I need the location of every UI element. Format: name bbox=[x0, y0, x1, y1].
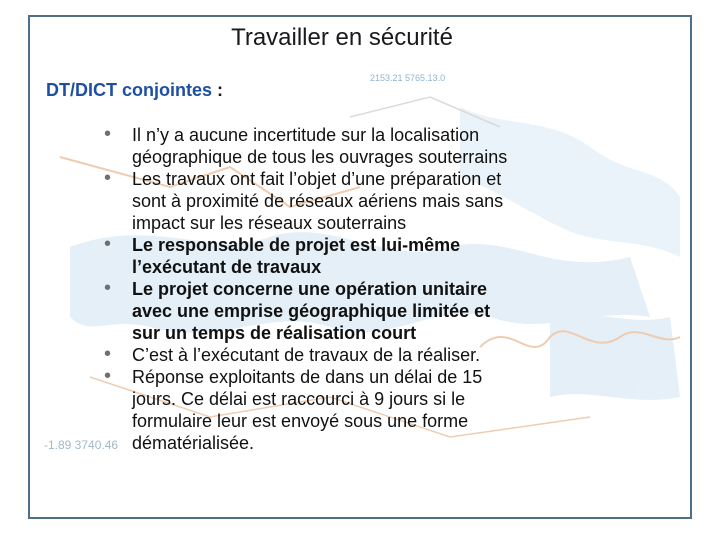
bullet-text: Le projet concerne une opération unitaire avec une emprise géographique limitée et sur un temps de réalisation court bbox=[132, 279, 491, 343]
section-heading bbox=[46, 80, 223, 101]
bullet-item bbox=[104, 124, 584, 168]
bullet-list bbox=[104, 124, 584, 454]
bullet-icon: • bbox=[104, 343, 112, 365]
map-coordinate-left: -1.89 3740.46 bbox=[44, 438, 119, 452]
section-heading-colon: : bbox=[212, 80, 223, 100]
bullet-item bbox=[104, 344, 584, 366]
bullet-text: Le responsable de projet est lui-même l’exécutant de travaux bbox=[132, 235, 461, 277]
map-coordinate-top: 2153.21 5765.13.0 bbox=[370, 73, 446, 83]
section-heading-label: DT/DICT conjointes bbox=[46, 80, 212, 100]
slide-title: Travailler en sécurité bbox=[231, 24, 453, 51]
bullet-icon: • bbox=[104, 167, 112, 189]
bullet-text: Les travaux ont fait l’objet d’une préparation et sont à proximité de réseaux aériens mais sans impact sur les réseaux souterrains bbox=[132, 169, 504, 233]
bullet-icon: • bbox=[104, 233, 112, 255]
bullet-item bbox=[104, 366, 584, 454]
bullet-icon: • bbox=[104, 365, 112, 387]
bullet-item bbox=[104, 234, 584, 278]
bullet-icon: • bbox=[104, 277, 112, 299]
bullet-text: C’est à l’exécutant de travaux de la réaliser. bbox=[132, 345, 481, 365]
bullet-text: Il n’y a aucune incertitude sur la localisation géographique de tous les ouvrages souterrains bbox=[132, 125, 508, 167]
bullet-item bbox=[104, 168, 584, 234]
bullet-item bbox=[104, 278, 584, 344]
bullet-text: Réponse exploitants de dans un délai de 15 jours. Ce délai est raccourci à 9 jours si le formulaire leur est envoyé sous une forme dématérialisée. bbox=[132, 367, 483, 453]
bullet-icon: • bbox=[104, 123, 112, 145]
